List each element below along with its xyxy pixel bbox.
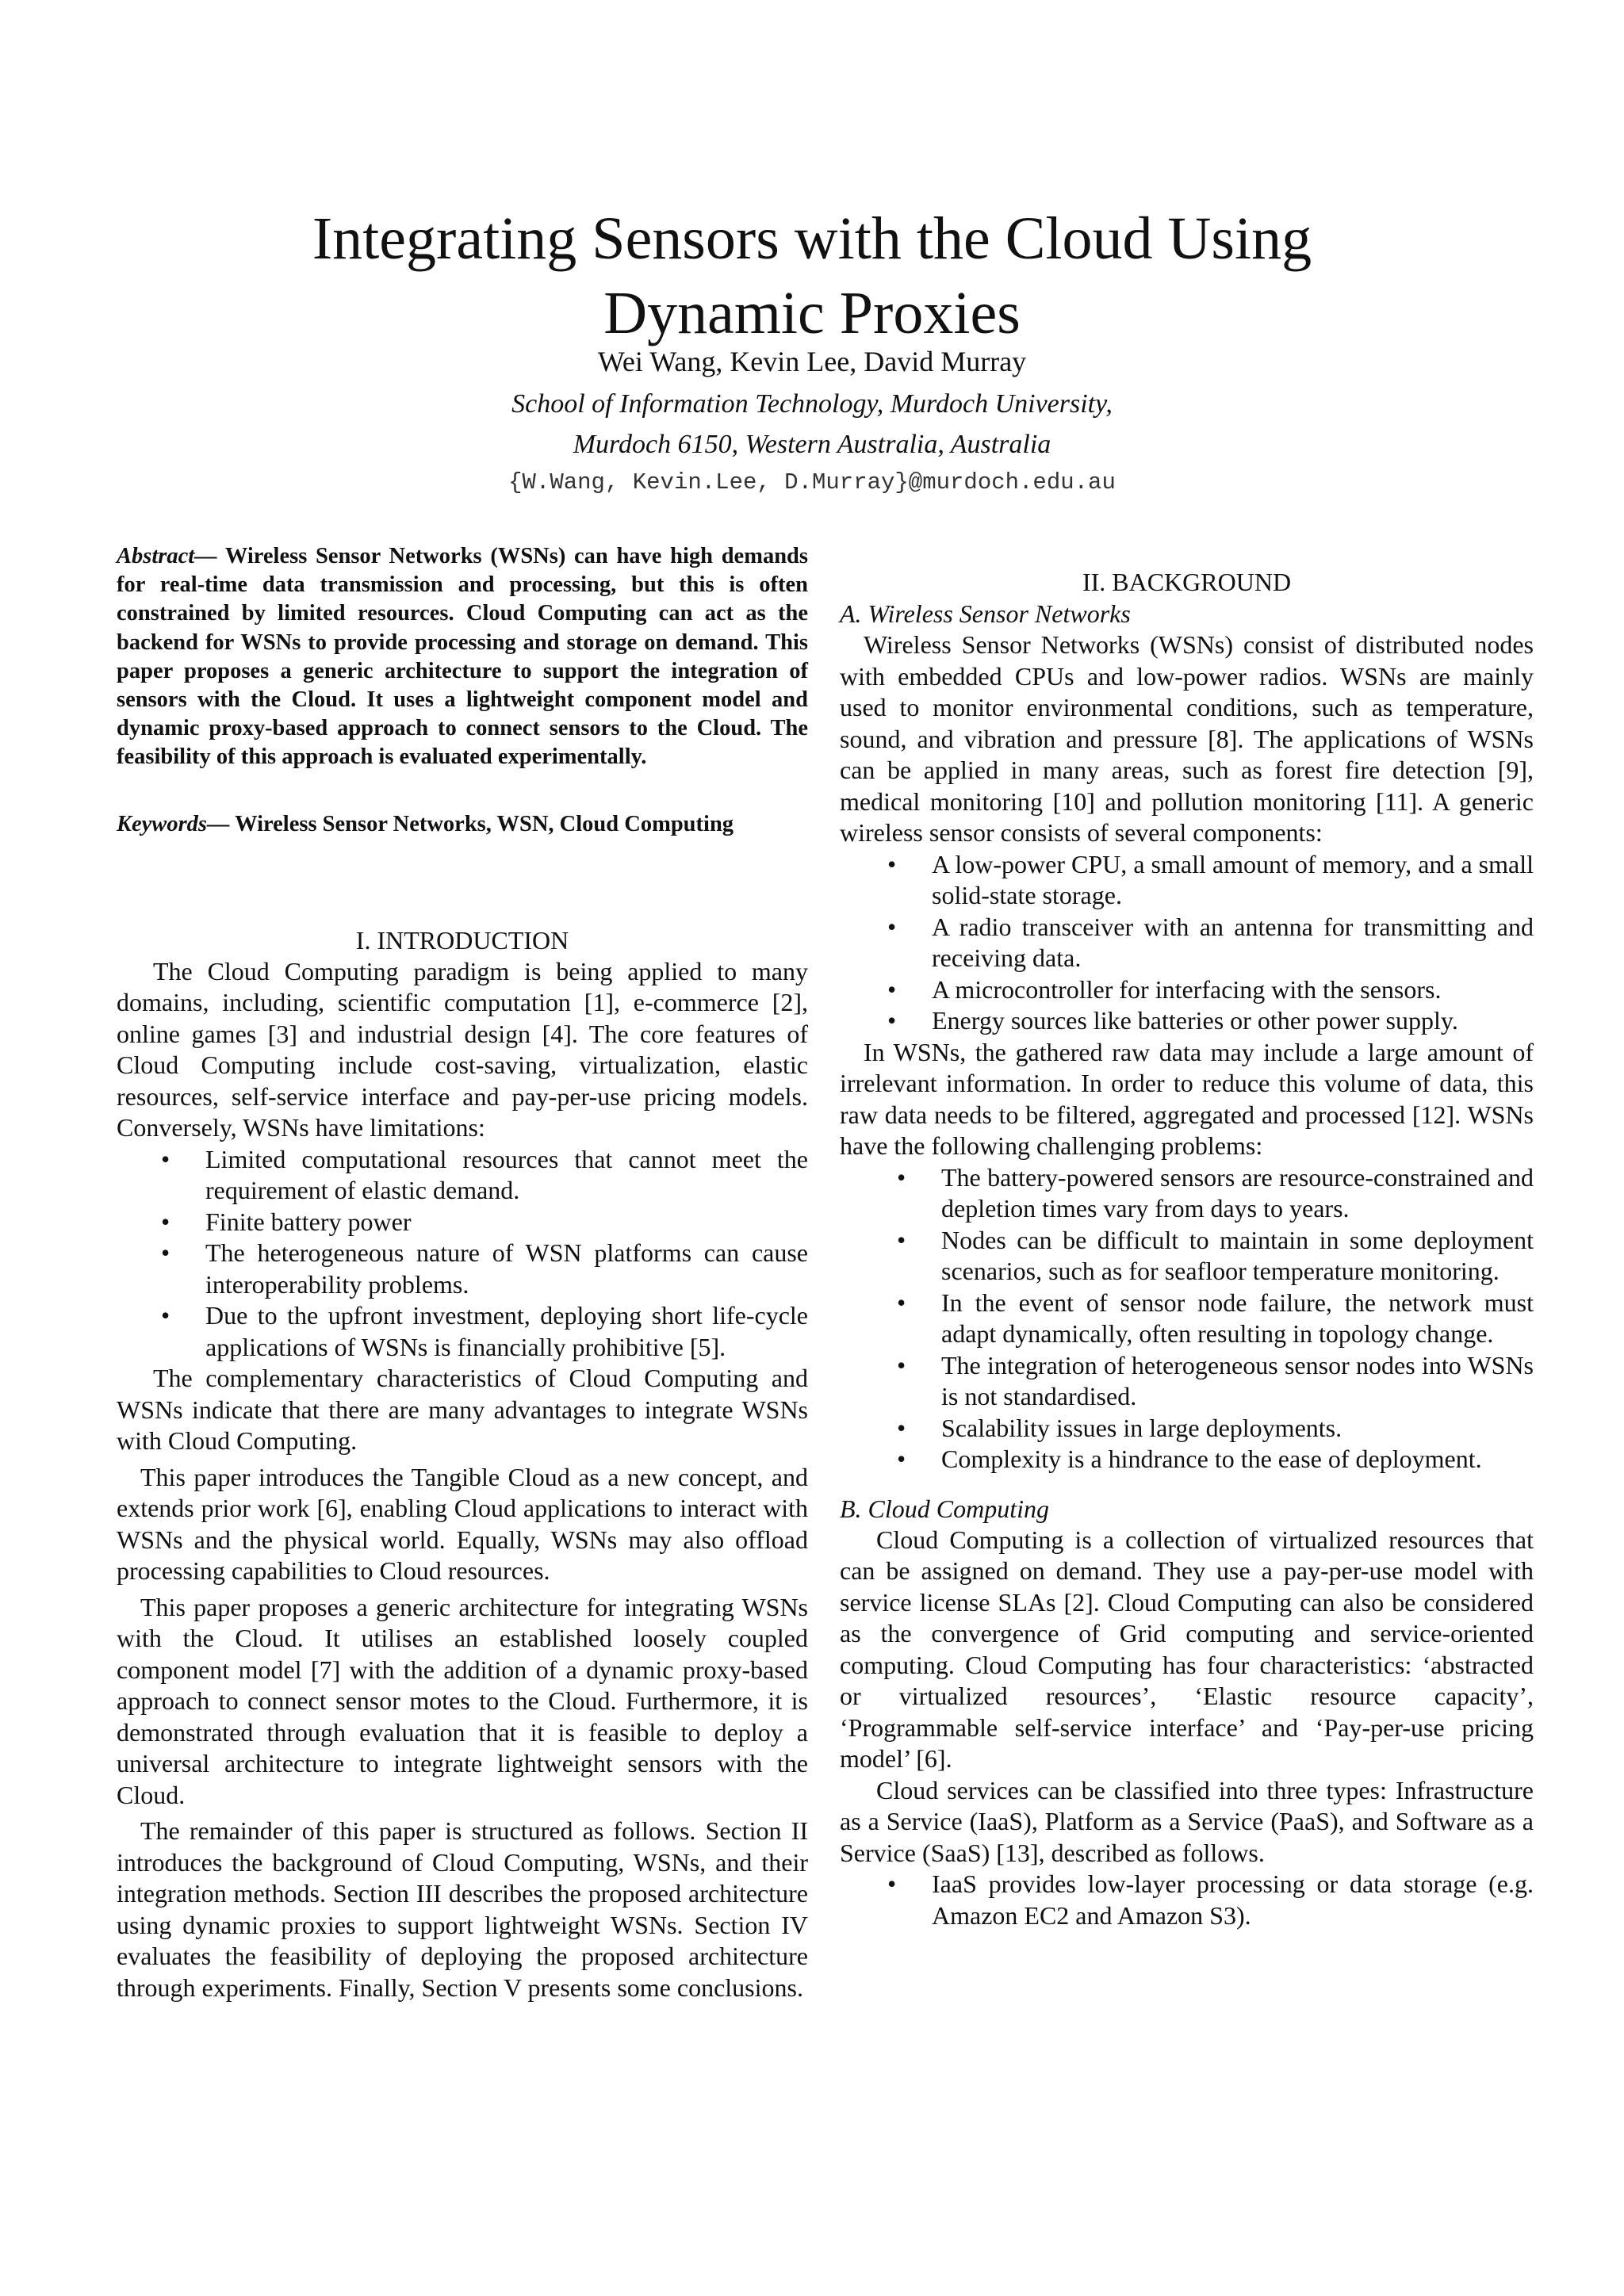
subsection-heading-cloud: B. Cloud Computing: [840, 1494, 1050, 1523]
intro-paragraph-4: This paper proposes a generic architecture for integrating WSNs with the Cloud. It utilises an established loosely coupled component model [7] with the addition of a dynamic proxy-based approach to connect sensor motes to the Cloud. Furthermore, it is demonstrated through evaluation that it is feasible to deploy a universal architecture to integrate lightweight sensors with the Cloud.: [117, 1592, 808, 1809]
affiliation-line-1: School of Information Technology, Murdoch University,: [511, 389, 1113, 419]
list-item: • Nodes can be difficult to maintain in some deployment scenarios, such as for seafloor temperature monitoring.: [941, 1225, 1534, 1288]
list-item: • Scalability issues in large deployments.: [941, 1413, 1534, 1445]
background-wsn-paragraph-2: In WSNs, the gathered raw data may include a large amount of irrelevant information. In order to reduce this volume of data, this raw data needs to be filtered, aggregated and processed [12]. WSNs have the following challenging problems:: [840, 1037, 1534, 1160]
cloud-services-list: [840, 1869, 1534, 1931]
list-item: • The integration of heterogeneous sensor nodes into WSNs is not standardised.: [941, 1350, 1534, 1413]
list-item: • The battery-powered sensors are resource-constrained and depletion times vary from days to years.: [941, 1162, 1534, 1225]
title-line-1: Integrating Sensors with the Cloud Using: [312, 205, 1312, 272]
keywords-text: Wireless Sensor Networks, WSN, Cloud Computing: [229, 811, 734, 836]
intro-limitations-list: [117, 1144, 808, 1364]
wsn-problems-list: [840, 1162, 1534, 1475]
left-column: [117, 542, 808, 2003]
intro-paragraph-1: The Cloud Computing paradigm is being applied to many domains, including, scientific computation [1], e-commerce [2], online games [3] and industrial design [4]. The core features of Cloud Computing include cost-saving, virtualization, elastic resources, self-service interface and pay-per-use pricing models. Conversely, WSNs have limitations:: [117, 956, 808, 1142]
list-item: • IaaS provides low-layer processing or data storage (e.g. Amazon EC2 and Amazon S3).: [932, 1869, 1534, 1931]
intro-paragraph-3: This paper introduces the Tangible Cloud as a new concept, and extends prior work [6], enabling Cloud applications to interact with WSNs and the physical world. Equally, WSNs may also offload processing capabilities to Cloud resources.: [117, 1462, 808, 1586]
authors: Wei Wang, Kevin Lee, David Murray: [597, 346, 1027, 377]
subsection-heading-wsn: A. Wireless Sensor Networks: [840, 599, 1131, 628]
background-cloud-paragraph-1: Cloud Computing is a collection of virtualized resources that can be assigned on demand. They use a pay-per-use model with service license SLAs [2]. Cloud Computing can also be considered as the convergence of Grid computing and service-oriented computing. Cloud Computing has four characteristics: ‘abstracted or virtualized resources’, ‘Elastic resource capacity’, ‘Programmable self-service interface’ and ‘Pay-per-use pricing model’ [6].: [840, 1525, 1534, 1773]
keywords: [117, 810, 808, 839]
intro-paragraph-5: The remainder of this paper is structured as follows. Section II introduces the background of Cloud Computing, WSNs, and their integration methods. Section III describes the proposed architecture using dynamic proxies to support lightweight WSNs. Section IV evaluates the feasibility of deploying the proposed architecture through experiments. Finally, Section V presents some conclusions.: [117, 1816, 808, 2002]
list-item: • A low-power CPU, a small amount of memory, and a small solid-state storage.: [932, 849, 1534, 912]
list-item: • Energy sources like batteries or other power supply.: [932, 1005, 1534, 1037]
list-item: • A radio transceiver with an antenna for transmitting and receiving data.: [932, 912, 1534, 974]
list-item: • Complexity is a hindrance to the ease of deployment.: [941, 1444, 1534, 1475]
intro-paragraph-2: The complementary characteristics of Cloud Computing and WSNs indicate that there are many advantages to integrate WSNs with Cloud Computing.: [117, 1364, 808, 1456]
title-line-2: Dynamic Proxies: [603, 280, 1021, 346]
background-cloud-paragraph-2: Cloud services can be classified into three types: Infrastructure as a Service (IaaS), Platform as a Service (PaaS), and Software as a Service (SaaS) [13], described as follows.: [840, 1775, 1534, 1867]
abstract-text: Wireless Sensor Networks (WSNs) can have high demands for real-time data transmission and processing, but this is often constrained by limited resources. Cloud Computing can act as the backend for WSNs to provide processing and storage on demand. This paper proposes a generic architecture to support the integration of sensors with the Cloud. It uses a lightweight component model and dynamic proxy-based approach to connect sensors to the Cloud. The feasibility of this approach is evaluated experimentally.: [117, 544, 808, 770]
keywords-label: Keywords—: [117, 811, 230, 836]
list-item: • Limited computational resources that cannot meet the requirement of elastic demand.: [205, 1144, 808, 1207]
abstract-label: Abstract—: [117, 544, 217, 568]
list-item: • A microcontroller for interfacing with the sensors.: [932, 974, 1534, 1006]
list-item: • In the event of sensor node failure, the network must adapt dynamically, often resulting in topology change.: [941, 1288, 1534, 1350]
affiliation-line-2: Murdoch 6150, Western Australia, Australia: [573, 430, 1051, 459]
section-heading-background: II. BACKGROUND: [1082, 568, 1292, 596]
author-emails: {W.Wang, Kevin.Lee, D.Murray}@murdoch.edu.au: [508, 469, 1116, 496]
list-item: • The heterogeneous nature of WSN platforms can cause interoperability problems.: [205, 1238, 808, 1300]
list-item: • Finite battery power: [205, 1207, 808, 1238]
abstract: [117, 542, 808, 772]
wsn-components-list: [840, 849, 1534, 1037]
background-wsn-paragraph-1: Wireless Sensor Networks (WSNs) consist of distributed nodes with embedded CPUs and low-power radios. WSNs are mainly used to monitor environmental conditions, such as temperature, sound, and vibration and pressure [8]. The applications of WSNs can be applied in many areas, such as forest fire detection [9], medical monitoring [10] and pollution monitoring [11]. A generic wireless sensor consists of several components:: [840, 630, 1534, 847]
list-item: • Due to the upfront investment, deploying short life-cycle applications of WSNs is financially prohibitive [5].: [205, 1300, 808, 1363]
paper-title: [119, 201, 1505, 350]
section-heading-introduction: I. INTRODUCTION: [355, 925, 569, 955]
right-column: [840, 542, 1534, 1931]
